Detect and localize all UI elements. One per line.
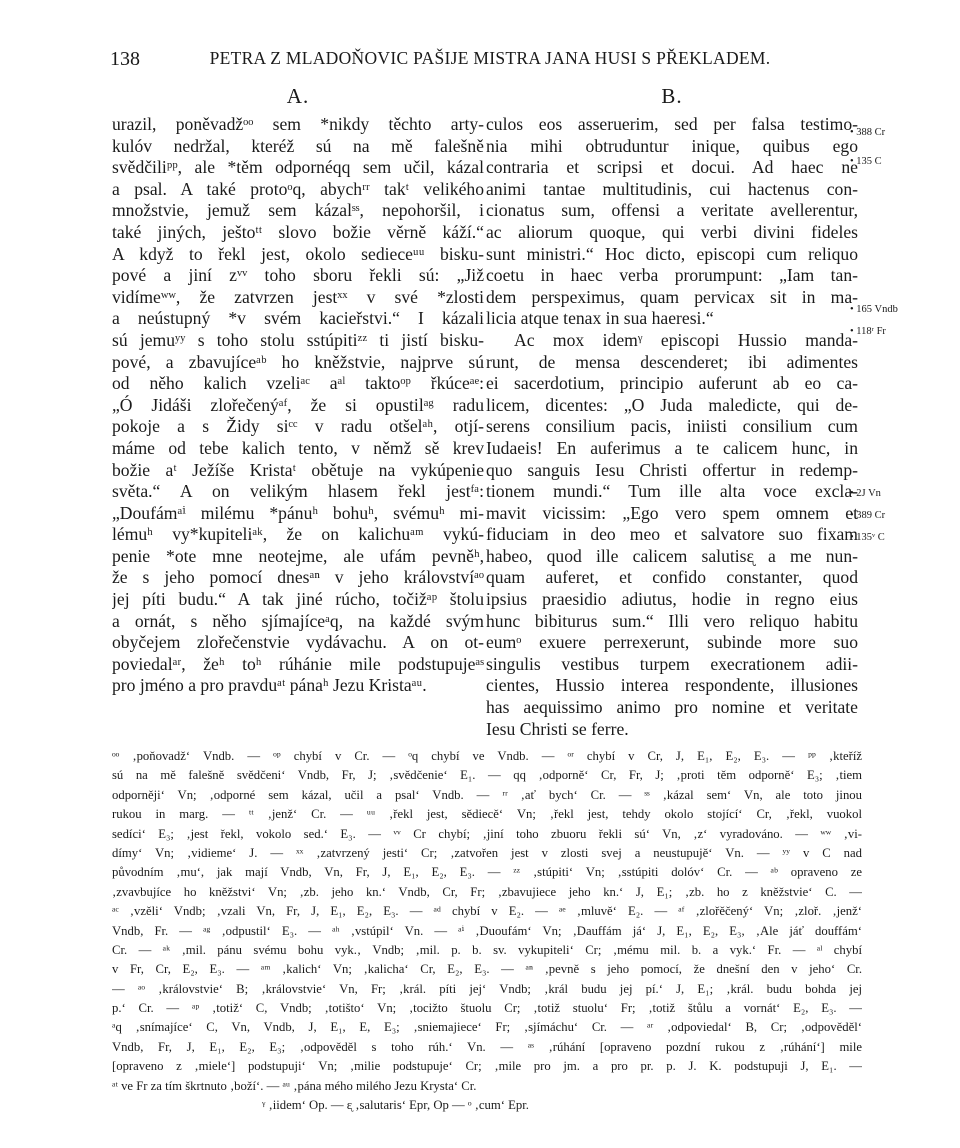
- column-a-line: a psal. A také protoᵒq, abychʳʳ takᵗ velikého: [112, 178, 484, 199]
- column-b-line: contraria et scripsi et docui. Ad haec ne: [486, 157, 858, 178]
- page-number: 138: [110, 48, 140, 70]
- column-a-line: a neústupný *v svém kacieřstvi.“ I kázali: [112, 308, 484, 329]
- apparatus-line: Vndb, Fr, J, E₁, E₂, E₃; ‚odpověděl s toho rúh.‘ Vn. — ᵃˢ ‚rúhání [opraveno pozdní rukou z ‚rúhání‘] mile: [112, 1039, 862, 1054]
- column-b-line: ipsius praesidio adiutus, hodie in regno eius: [486, 589, 858, 610]
- column-b-line: ei sacerdotium, principio auferunt ab eo ca-: [486, 373, 858, 394]
- column-a: [112, 84, 484, 697]
- column-a-line: od něho kalich vzeliᵃᶜ aᵃˡ taktoᵒᵖ řkúceᵃᵉ:: [112, 373, 484, 394]
- apparatus-line: p.‘ Cr. — ᵃᵖ ‚totiž‘ C, Vndb; ‚totišto‘ Vn; ‚tocižto štuolu Cr; ‚totiž stuolu‘ Fr; ‚totiž štůlu a vornát‘ E₂, E₃. —: [112, 1001, 862, 1016]
- column-a-line: množstvie, jemuž sem kázalˢˢ, nepohoršil, i: [112, 200, 484, 221]
- column-b-line: culos eos asseruerim, sed per falsa testimo-: [486, 114, 858, 134]
- critical-apparatus: [112, 747, 862, 1115]
- margin-reference: • 165 Vndb: [850, 304, 898, 315]
- column-a-line: máme od tebe kalich tento, v němž sě krev: [112, 437, 484, 458]
- column-a-line: jej píti budu.“ A tak jiné rúcho, točižᵃᵖ štolu: [112, 589, 484, 610]
- apparatus-line: [opraveno z ‚miele‘] podstupuji‘ Vn; ‚milie podstupuje‘ Cr; ‚mile pro jm. a pro pr. p. J. K. podstupuji J, E₁. —: [112, 1059, 862, 1074]
- column-a-line: a ornát, s něho sjímajíceᵃq, na každé svým: [112, 610, 484, 631]
- margin-reference: • 388 Cr: [850, 127, 886, 138]
- apparatus-line: — ᵃᵒ ‚královstvie‘ B; ‚královstvie‘ Vn, Fr; ‚král. píti jej‘ Vndb; ‚král budu jej pí.‘ J, E₁; ‚král. budu bohda jej: [112, 981, 862, 996]
- column-b-line: tionem mundi.“ Tum ille alta voce excla-: [486, 481, 858, 502]
- apparatus-line: Cr. — ᵃᵏ ‚mil. pánu svému bohu vyk.‚ Vndb; ‚mil. p. b. sv. vykupiteli‘ Cr; ‚mému mil. b. a vyk.‘ Fr. — ᵃˡ chybí: [112, 942, 862, 957]
- running-title: PETRA Z MLADOŇOVIC PAŠIJE MISTRA JANA HUSI S PŘEKLADEM.: [209, 48, 771, 68]
- column-b-line: coetu in haec verba prorumpunt: „Iam tan-: [486, 265, 858, 286]
- column-a-line: svědčiliᵖᵖ, ale *těm odpornéqq sem učil, kázal: [112, 157, 484, 178]
- column-b-line: mavit vicissim: „Ego vero spem omnem et: [486, 502, 858, 523]
- column-b-text: [486, 114, 858, 740]
- apparatus-line: ᵃq ‚snímajíce‘ C, Vn, Vndb, J, E₁, E, E₃; ‚sniemajiece‘ Fr; ‚sjímáchu‘ Cr. — ᵃʳ ‚odpoviedal‘ B, Cr; ‚odpověděl‘: [112, 1020, 862, 1035]
- column-b-line: Iudaeis! En auferimus a te calicem hunc, in: [486, 437, 858, 458]
- column-b-line: singulis vestibus turpem execrationem adii-: [486, 653, 858, 674]
- column-b-line: eumᵒ exuere perrexerunt, subinde more suo: [486, 632, 858, 653]
- column-a-label: A.: [286, 84, 310, 108]
- column-a-line: poviedalᵃʳ, žeʰ toʰ rúhánie mile podstupujeᵃˢ: [112, 653, 484, 674]
- apparatus-line: Vndb, Fr. — ᵃᵍ ‚odpustil‘ E₃. — ᵃʰ ‚vstúpil‘ Vn. — ᵃⁱ ‚Duoufám‘ Vn; ‚Dauffám já‘ J, E₁, E₂, E₃, ‚Ale jáť douffám‘: [112, 923, 862, 938]
- column-a-line: vidímeʷʷ, že zatvrzen jestˣˣ v své *zlosti: [112, 286, 484, 307]
- page-header: [110, 48, 870, 78]
- column-b-line: licia atque tenax in sua haeresi.“: [486, 308, 714, 329]
- apparatus-line: původním ‚mu‘, jak mají Vndb, Vn, Fr, J, E₁, E₂, E₃. — ᶻᶻ ‚stúpiti‘ Vn; ‚sstúpiti dolóv‘ Cr. — ᵃᵇ opraveno ze: [112, 865, 862, 880]
- column-b-line: ac aliorum quoque, qui verbi divini fideles: [486, 221, 858, 242]
- column-a-line: kulóv nedržal, kteréž sú na mě falešně: [112, 135, 484, 156]
- column-b-line: has aequissimo animo pro nomine et veritate: [486, 697, 858, 718]
- margin-reference: • 135ᵛ C: [850, 532, 885, 543]
- column-a-line: obyčejem zlořečenstvie vydávachu. A on ot-: [112, 632, 484, 653]
- column-a-line: pové a jiní zᵛᵛ toho sboru řekli sú: „Již: [112, 265, 484, 286]
- column-a-line: pové, a zbavujíceᵃᵇ ho kněžstvie, najprve sú: [112, 351, 484, 372]
- column-b-line: dem perspeximus, quam pervicax sit in ma-: [486, 286, 858, 307]
- column-a-line: božie aᵗ Ježíše Kristaᵗ obětuje na vykúpenie: [112, 459, 484, 480]
- column-b-line: runt, de mensa descenderet; ibi adimentes: [486, 351, 858, 372]
- column-a-line: penie *ote mne neotejme, ale ufám pevněʰ,: [112, 545, 484, 566]
- column-b-line: Iesu Christi se ferre.: [486, 718, 629, 739]
- column-b-line: Ac mox idemᵞ episcopi Hussio manda-: [514, 329, 858, 350]
- column-b-line: habeo, quod ille calicem salutisᶓ a me nun-: [486, 545, 858, 566]
- column-a-text: [112, 114, 484, 697]
- column-a-line: „Doufámᵃⁱ milému *pánuʰ bohuʰ, svémuʰ mi-: [112, 502, 484, 523]
- margin-reference: • 389 Cr: [850, 510, 886, 521]
- apparatus-line: v Fr, Cr, E₂, E₃. — ᵃᵐ ‚kalich‘ Vn; ‚kalicha‘ Cr, E₂, E₃. — ᵃⁿ ‚pevně s jeho pomocí, že dnešní den v jeho‘ Cr.: [112, 962, 862, 977]
- column-a-line: urazil, poněvadžᵒᵒ sem *nikdy těchto arty-: [112, 114, 484, 134]
- apparatus-line: ‚zvavbujíce ho kněžstvi‘ Vn; ‚zb. jeho kn.‘ Vndb, Cr, Fr; ‚zbavujiece jeho kn.‘ J, E₁; ‚zb. ho z kněžstvie‘ C. —: [112, 884, 862, 899]
- apparatus-line: rukou in marg. — ᵗᵗ ‚jenž‘ Cr. — ᵘᵘ ‚řekl jest, sědiecě‘ Vn; ‚řekl jest, tehdy okolo stojící‘ Cr, ‚řekl, vuokol: [112, 807, 862, 822]
- column-b-line: cientes, Hussio interea respondente, illusiones: [486, 675, 858, 696]
- apparatus-line: ᵒᵒ ‚poňovadž‘ Vndb. — ᵒᵖ chybí v Cr. — ᵒq chybí ve Vndb. — ᵒʳ chybí v Cr, J, E₁, E₂, E₃. — ᵖᵖ ‚kteříž: [112, 749, 862, 763]
- apparatus-line: sedíci‘ E₃; ‚jest řekl, vokolo sed.‘ E₃. — ᵛᵛ Cr chybí; ‚jiní toho zbuoru řekli sú‘ Vn, ‚z‘ vyradováno. — ʷʷ ‚vi-: [112, 826, 862, 841]
- column-b-line: animi tantae multitudinis, cui hactenus con-: [486, 178, 858, 199]
- column-b-line: hunc bibiturus sum.“ Illi vero reliquo habitu: [486, 610, 858, 631]
- column-a-line: také jiných, ještoᵗᵗ slovo božie věrně káží.“: [112, 221, 484, 242]
- column-b-line: sunt ministri.“ Hoc dicto, episcopi cum reliquo: [486, 243, 858, 264]
- column-b-line: serens consilium pacis, iniisti consilium cum: [486, 416, 858, 437]
- apparatus-line: ᵃᵗ ve Fr za tím škrtnuto ‚boží‘. — ᵃᵘ ‚pána mého milého Jezu Krysta‘ Cr.: [112, 1078, 477, 1093]
- column-b-line: cionatus sum, offensi a veritate avellerentur,: [486, 200, 858, 221]
- column-a-line: pro jméno a pro pravduᵃᵗ pánaʰ Jezu Kristaᵃᵘ.: [112, 675, 427, 696]
- column-a-line: pokoje a s Židy siᶜᶜ v radu otšelᵃʰ, otjí-: [112, 416, 484, 437]
- apparatus-line: odporněji‘ Vn; ‚odporné sem kázal, učil a psal‘ Vndb. — ʳʳ ‚ať bych‘ Cr. — ˢˢ ‚kázal sem‘ Vn, ale toto jinou: [112, 787, 862, 802]
- margin-reference: • 135 C: [850, 156, 882, 167]
- column-b: [486, 84, 858, 740]
- column-b-line: fiduciam in deo meo et salvatore suo fixam: [486, 524, 858, 545]
- column-b-line: licem, dicentes: „O Juda maledicte, qui de-: [486, 394, 858, 415]
- column-b-line: quo sanguis Iesu Christi offertur in redemp-: [486, 459, 858, 480]
- column-b-line: quam auferet, et confido constanter, quod: [486, 567, 858, 588]
- apparatus-line: dímy‘ Vn; ‚vidieme‘ J. — ˣˣ ‚zatvrzený jesti‘ Cr; ‚zatvořen jest v zlosti svej a neustupujě‘ Vn. — ʸʸ v C nad: [112, 845, 862, 860]
- column-a-line: sú jemuʸʸ s toho stolu sstúpitiᶻᶻ ti jistí bisku-: [112, 329, 484, 350]
- column-b-line: nia mihi obtruduntur inique, quibus ego: [486, 135, 858, 156]
- column-a-line: světa.“ A on velikým hlasem řekl jestᶠᵃ:: [112, 481, 484, 502]
- apparatus-line: sú na mě falešně svědčeni‘ Vndb, Fr, J; ‚svědčenie‘ E₁. — qq ‚odporně‘ Cr, Fr, J; ‚proti těm odporně‘ E₃; ‚tiem: [112, 768, 862, 783]
- column-a-line: že s jeho pomocí dnesᵃⁿ v jeho královstvíᵃᵒ: [112, 567, 484, 588]
- column-a-line: lémuʰ vy*kupiteliᵃᵏ, že on kalichuᵃᵐ vykú-: [112, 524, 484, 545]
- margin-reference: • 2J Vn: [850, 488, 881, 499]
- apparatus-line: ᵞ ‚iidem‘ Op. — ᶓ ‚salutaris‘ Epr, Op — ᵒ ‚cum‘ Epr.: [262, 1098, 529, 1113]
- column-a-line: „Ó Jidáši zlořečenýᵃᶠ, že si opustilᵃᵍ radu: [112, 394, 484, 415]
- column-a-line: A když to řekl jest, okolo sedieceᵘᵘ bisku-: [112, 243, 484, 264]
- apparatus-line: ᵃᶜ ‚vzěli‘ Vndb; ‚vzali Vn, Fr, J, E₁, E₂, E₃. — ᵃᵈ chybí v E₂. — ᵃᵉ ‚mluvě‘ E₂. — ᵃᶠ ‚zlořěčený‘ Vn; ‚zloř. ‚jenž‘: [112, 904, 862, 919]
- margin-reference: • 118ʳ Fr: [850, 326, 886, 337]
- column-b-label: B.: [661, 84, 683, 108]
